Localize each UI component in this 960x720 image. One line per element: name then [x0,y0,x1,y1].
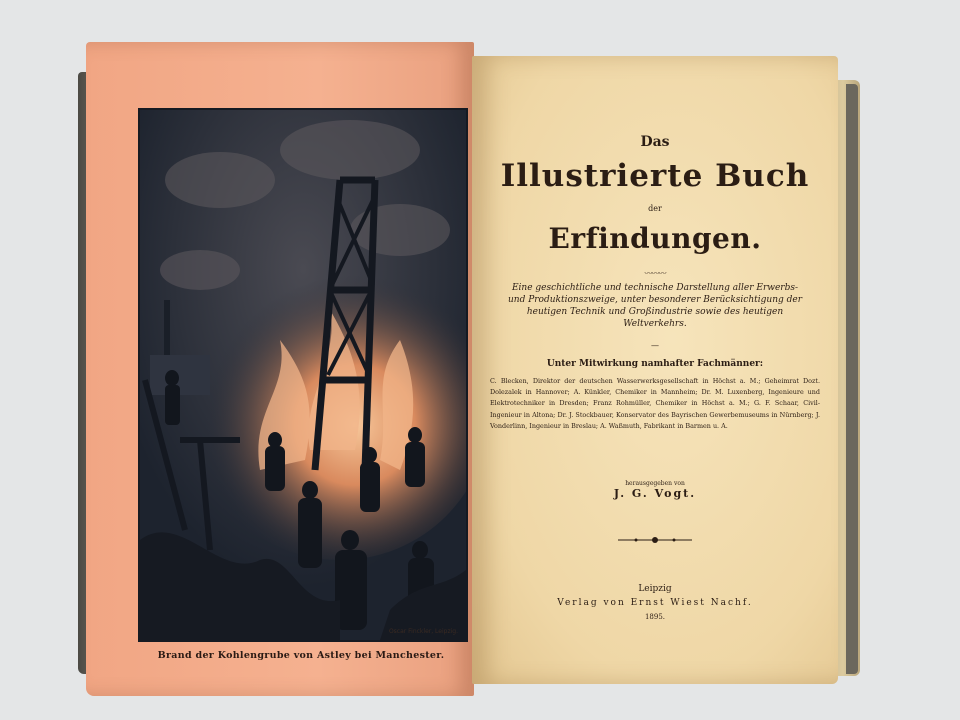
engraving-illustration [140,110,466,640]
contributors-heading: Unter Mitwirkung namhafter Fachmänner: [546,359,764,369]
editor-name: J. G. Vogt. [613,487,697,500]
title-der: der [648,204,662,213]
ornament-divider [618,536,692,544]
publication-place: Leipzig [638,584,672,594]
book-cover-right [846,84,858,674]
title-das: Das [640,134,670,150]
main-title: Illustrierte Buch [500,158,810,194]
engraving-plate [138,108,468,642]
subtitle: Erfindungen. [548,222,762,255]
engraver-credit: Oscar Finckler, Leipzig. [388,628,458,635]
publisher: Verlag von Ernst Wiest Nachf. [557,598,753,608]
contributors-list: C. Blecken, Direktor der deutschen Wasserwerksgesellschaft in Höchst a. M.; Geheimrat Dozt. Dolezalek in Hannover; A. Künkler, Chemiker in Mannheim; Dr. M. Luxenberg, Ingenieure und Elektrotechniker in Dresden; Franz Rohmüller, Chemiker in Höchst a. M.; G. F. Schaar, Civil-Ingenieur in Altona; Dr. J. Stockbauer, Konservator des Bayrischen Gewerbemuseums in Nürnberg; J. Vonderlinn, Ingenieur in Breslau; A. Waßmuth, Fabrikant in Barmen u. A. [490,377,820,430]
description: Eine geschichtliche und technische Darstellung aller Erwerbs- und Produktionszweige, unter besonderer Berücksichtigung der heutigen Technik und Großindustrie sowie des heutigen Weltverkehrs. [507,283,803,329]
section-divider: — [651,341,659,350]
plate-caption: Brand der Kohlengrube von Astley bei Manchester. [157,650,445,661]
title-rule: 〰〰〰 [644,269,666,278]
publication-year: 1895. [644,613,666,621]
edited-by: herausgegeben von [625,480,685,487]
